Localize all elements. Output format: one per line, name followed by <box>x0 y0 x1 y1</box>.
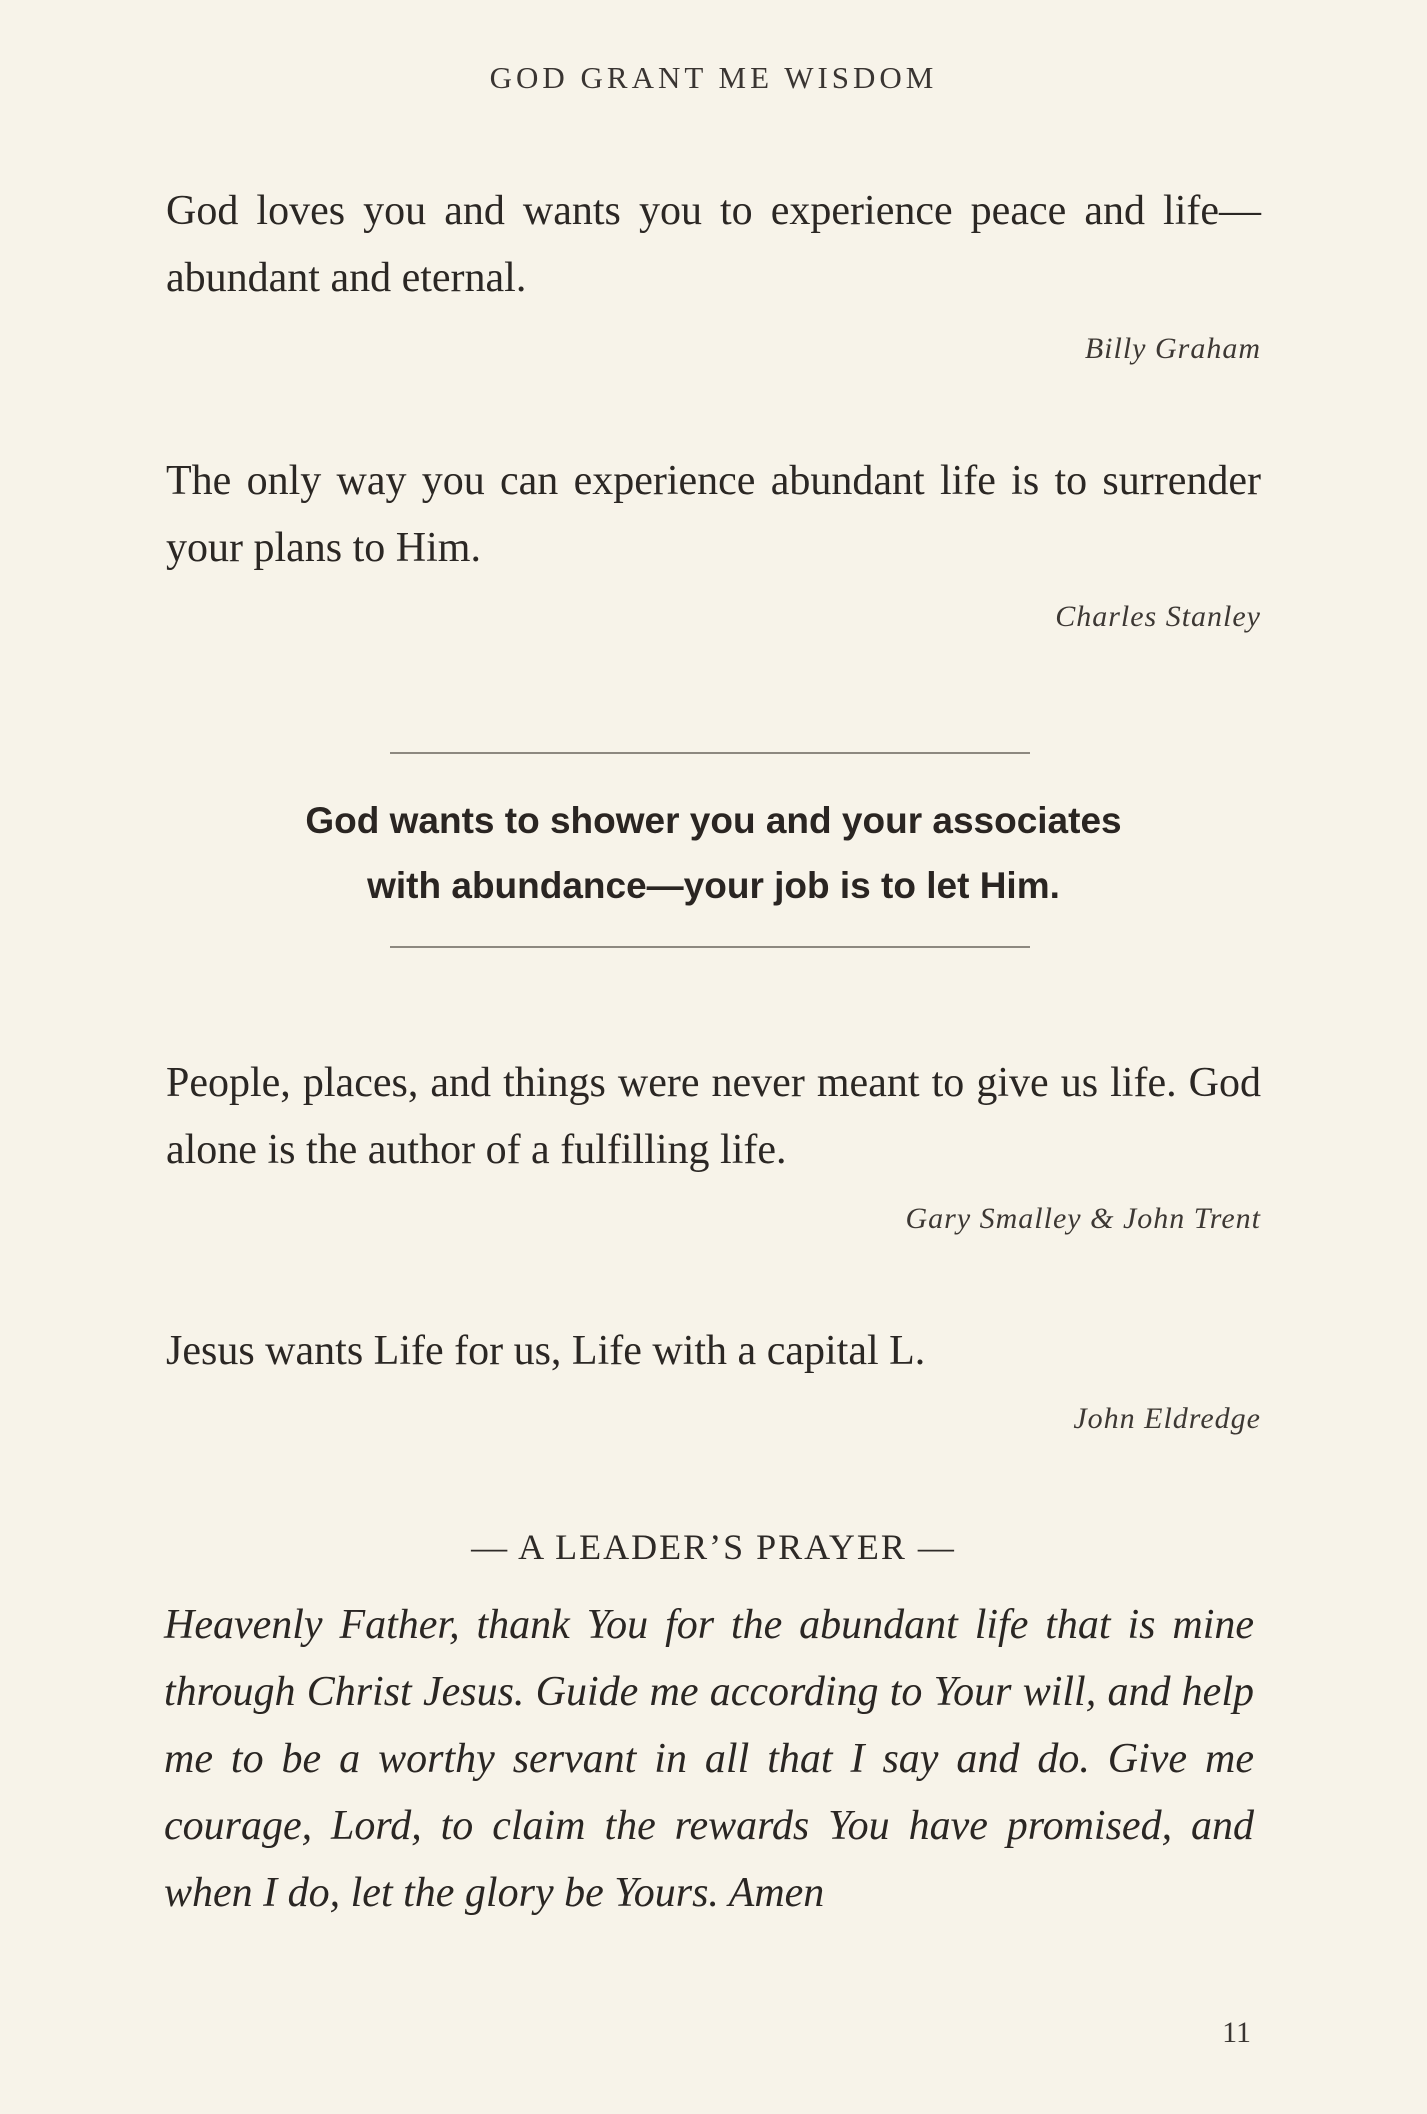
pull-quote-line: with abundance—your job is to let Him. <box>367 865 1060 906</box>
quote-text: The only way you can experience abundant life is to surrender your plans to Him. <box>166 458 1261 571</box>
quote-attribution: John Eldredge <box>1073 1402 1261 1435</box>
quote-3 <box>166 1050 1261 1184</box>
quote-attribution: Charles Stanley <box>1055 600 1261 633</box>
quote-4 <box>166 1318 1261 1385</box>
pull-quote <box>200 788 1227 918</box>
quote-attribution: Billy Graham <box>1084 332 1261 365</box>
prayer-text: Heavenly Father, thank You for the abundant life that is mine through Christ Jesus. Guide me according to Your will, and help me to be a worthy servant in all that I say and do. Give me courage, Lord, to claim the rewards You have promised, and when I do, let the glory be Yours. Amen <box>164 1602 1254 1916</box>
prayer-heading: — A LEADER’S PRAYER — <box>471 1527 956 1567</box>
quote-1 <box>166 178 1261 312</box>
quote-text: People, places, and things were never meant to give us life. God alone is the author of a fulfilling life. <box>166 1060 1261 1173</box>
quote-attribution: Gary Smalley & John Trent <box>905 1202 1261 1235</box>
pull-quote-line: God wants to shower you and your associates <box>305 800 1122 841</box>
page-number: 11 <box>1222 2016 1251 2049</box>
divider-top <box>390 752 1030 754</box>
running-head: GOD GRANT ME WISDOM <box>489 60 938 95</box>
quote-2 <box>166 448 1261 582</box>
quote-text: God loves you and wants you to experience peace and life—abundant and eternal. <box>166 188 1261 301</box>
divider-bottom <box>390 946 1030 948</box>
quote-text: Jesus wants Life for us, Life with a capital L. <box>166 1328 926 1374</box>
